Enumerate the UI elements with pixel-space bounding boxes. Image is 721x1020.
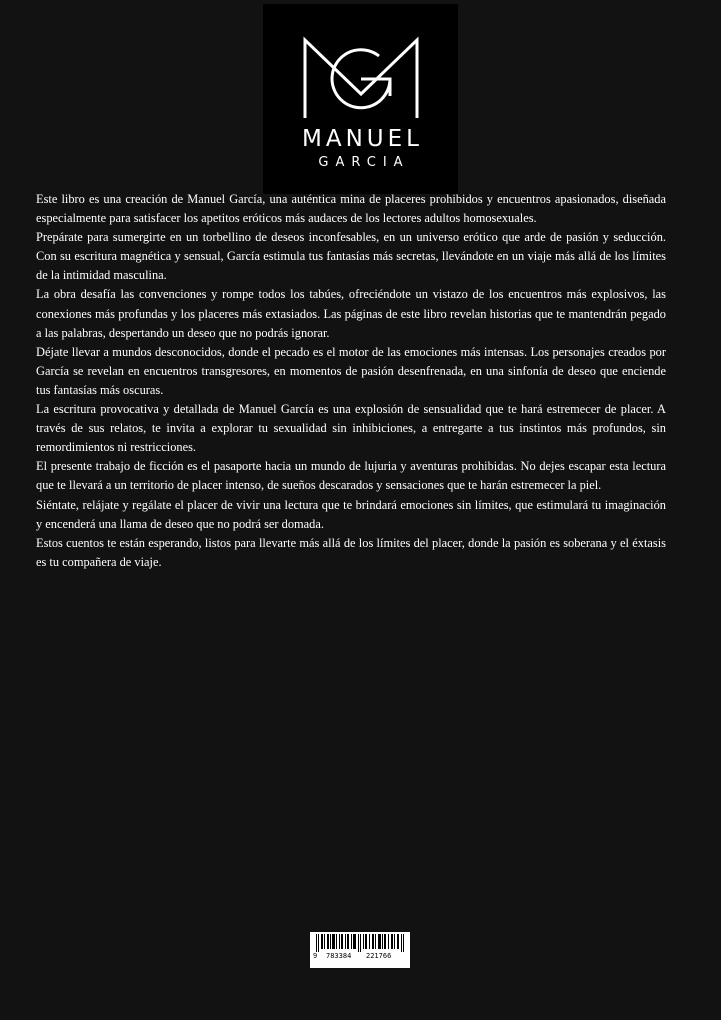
blurb-paragraph: Prepárate para sumergirte en un torbellino de deseos inconfesables, en un universo erótico que arde de pasión y seducción. Con su escritura magnética y sensual, García estimula tus fantasías más secretas, llevándote en un viaje más allá de los límites de la intimidad masculina. bbox=[36, 230, 666, 283]
barcode-group-1: 783384 bbox=[326, 952, 352, 960]
mg-monogram-icon bbox=[302, 36, 420, 120]
blurb-paragraph: Siéntate, relájate y regálate el placer de vivir una lectura que te brindará emociones sin límites, que estimulará tu imaginación y encenderá una llama de deseo que no podrá ser domada. bbox=[36, 497, 666, 531]
logo-author-firstname: MANUEL bbox=[302, 126, 423, 152]
barcode-group-2: 221766 bbox=[366, 952, 392, 960]
barcode-bars-icon bbox=[314, 934, 406, 952]
logo-author-surname: GARCIA bbox=[318, 155, 410, 170]
isbn-barcode bbox=[310, 932, 410, 968]
blurb-paragraph: Estos cuentos te están esperando, listos para llevarte más allá de los límites del placer, donde la pasión es soberana y el éxtasis es tu compañera de viaje. bbox=[36, 535, 666, 569]
blurb-paragraph: La escritura provocativa y detallada de Manuel García es una explosión de sensualidad que te hará estremecer de placer. A través de sus relatos, te invita a explorar tu sexualidad sin inhibiciones, a entregarte a tus instintos más profundos, sin remordimientos ni restricciones. bbox=[36, 402, 666, 455]
author-logo bbox=[263, 4, 458, 194]
barcode-lead-digit: 9 bbox=[313, 952, 318, 960]
blurb-paragraph: El presente trabajo de ficción es el pasaporte hacia un mundo de lujuria y aventuras prohibidas. No dejes escapar esta lectura que te llevará a un territorio de placer intenso, de sueños descarados y sensaciones que te harán estremecer la piel. bbox=[36, 459, 666, 493]
back-cover-blurb bbox=[36, 190, 666, 572]
blurb-paragraph: La obra desafía las convenciones y rompe todos los tabúes, ofreciéndote un vistazo de los encuentros más explosivos, las conexiones más profundas y los placeres más extasiados. Las páginas de este libro revelan historias que te mantendrán pegado a las palabras, despertando un deseo que no podrás ignorar. bbox=[36, 287, 666, 340]
blurb-paragraph: Este libro es una creación de Manuel García, una auténtica mina de placeres prohibidos y encuentros apasionados, diseñada especialmente para satisfacer los apetitos eróticos más audaces de los lectores adultos homosexuales. bbox=[36, 192, 666, 226]
blurb-paragraph: Déjate llevar a mundos desconocidos, donde el pecado es el motor de las emociones más intensas. Los personajes creados por García se revelan en encuentros transgresores, en momentos de pasión desenfrenada, en una sinfonía de deseo que enciende tus fantasías más oscuras. bbox=[36, 344, 666, 397]
barcode-digits bbox=[310, 952, 410, 964]
